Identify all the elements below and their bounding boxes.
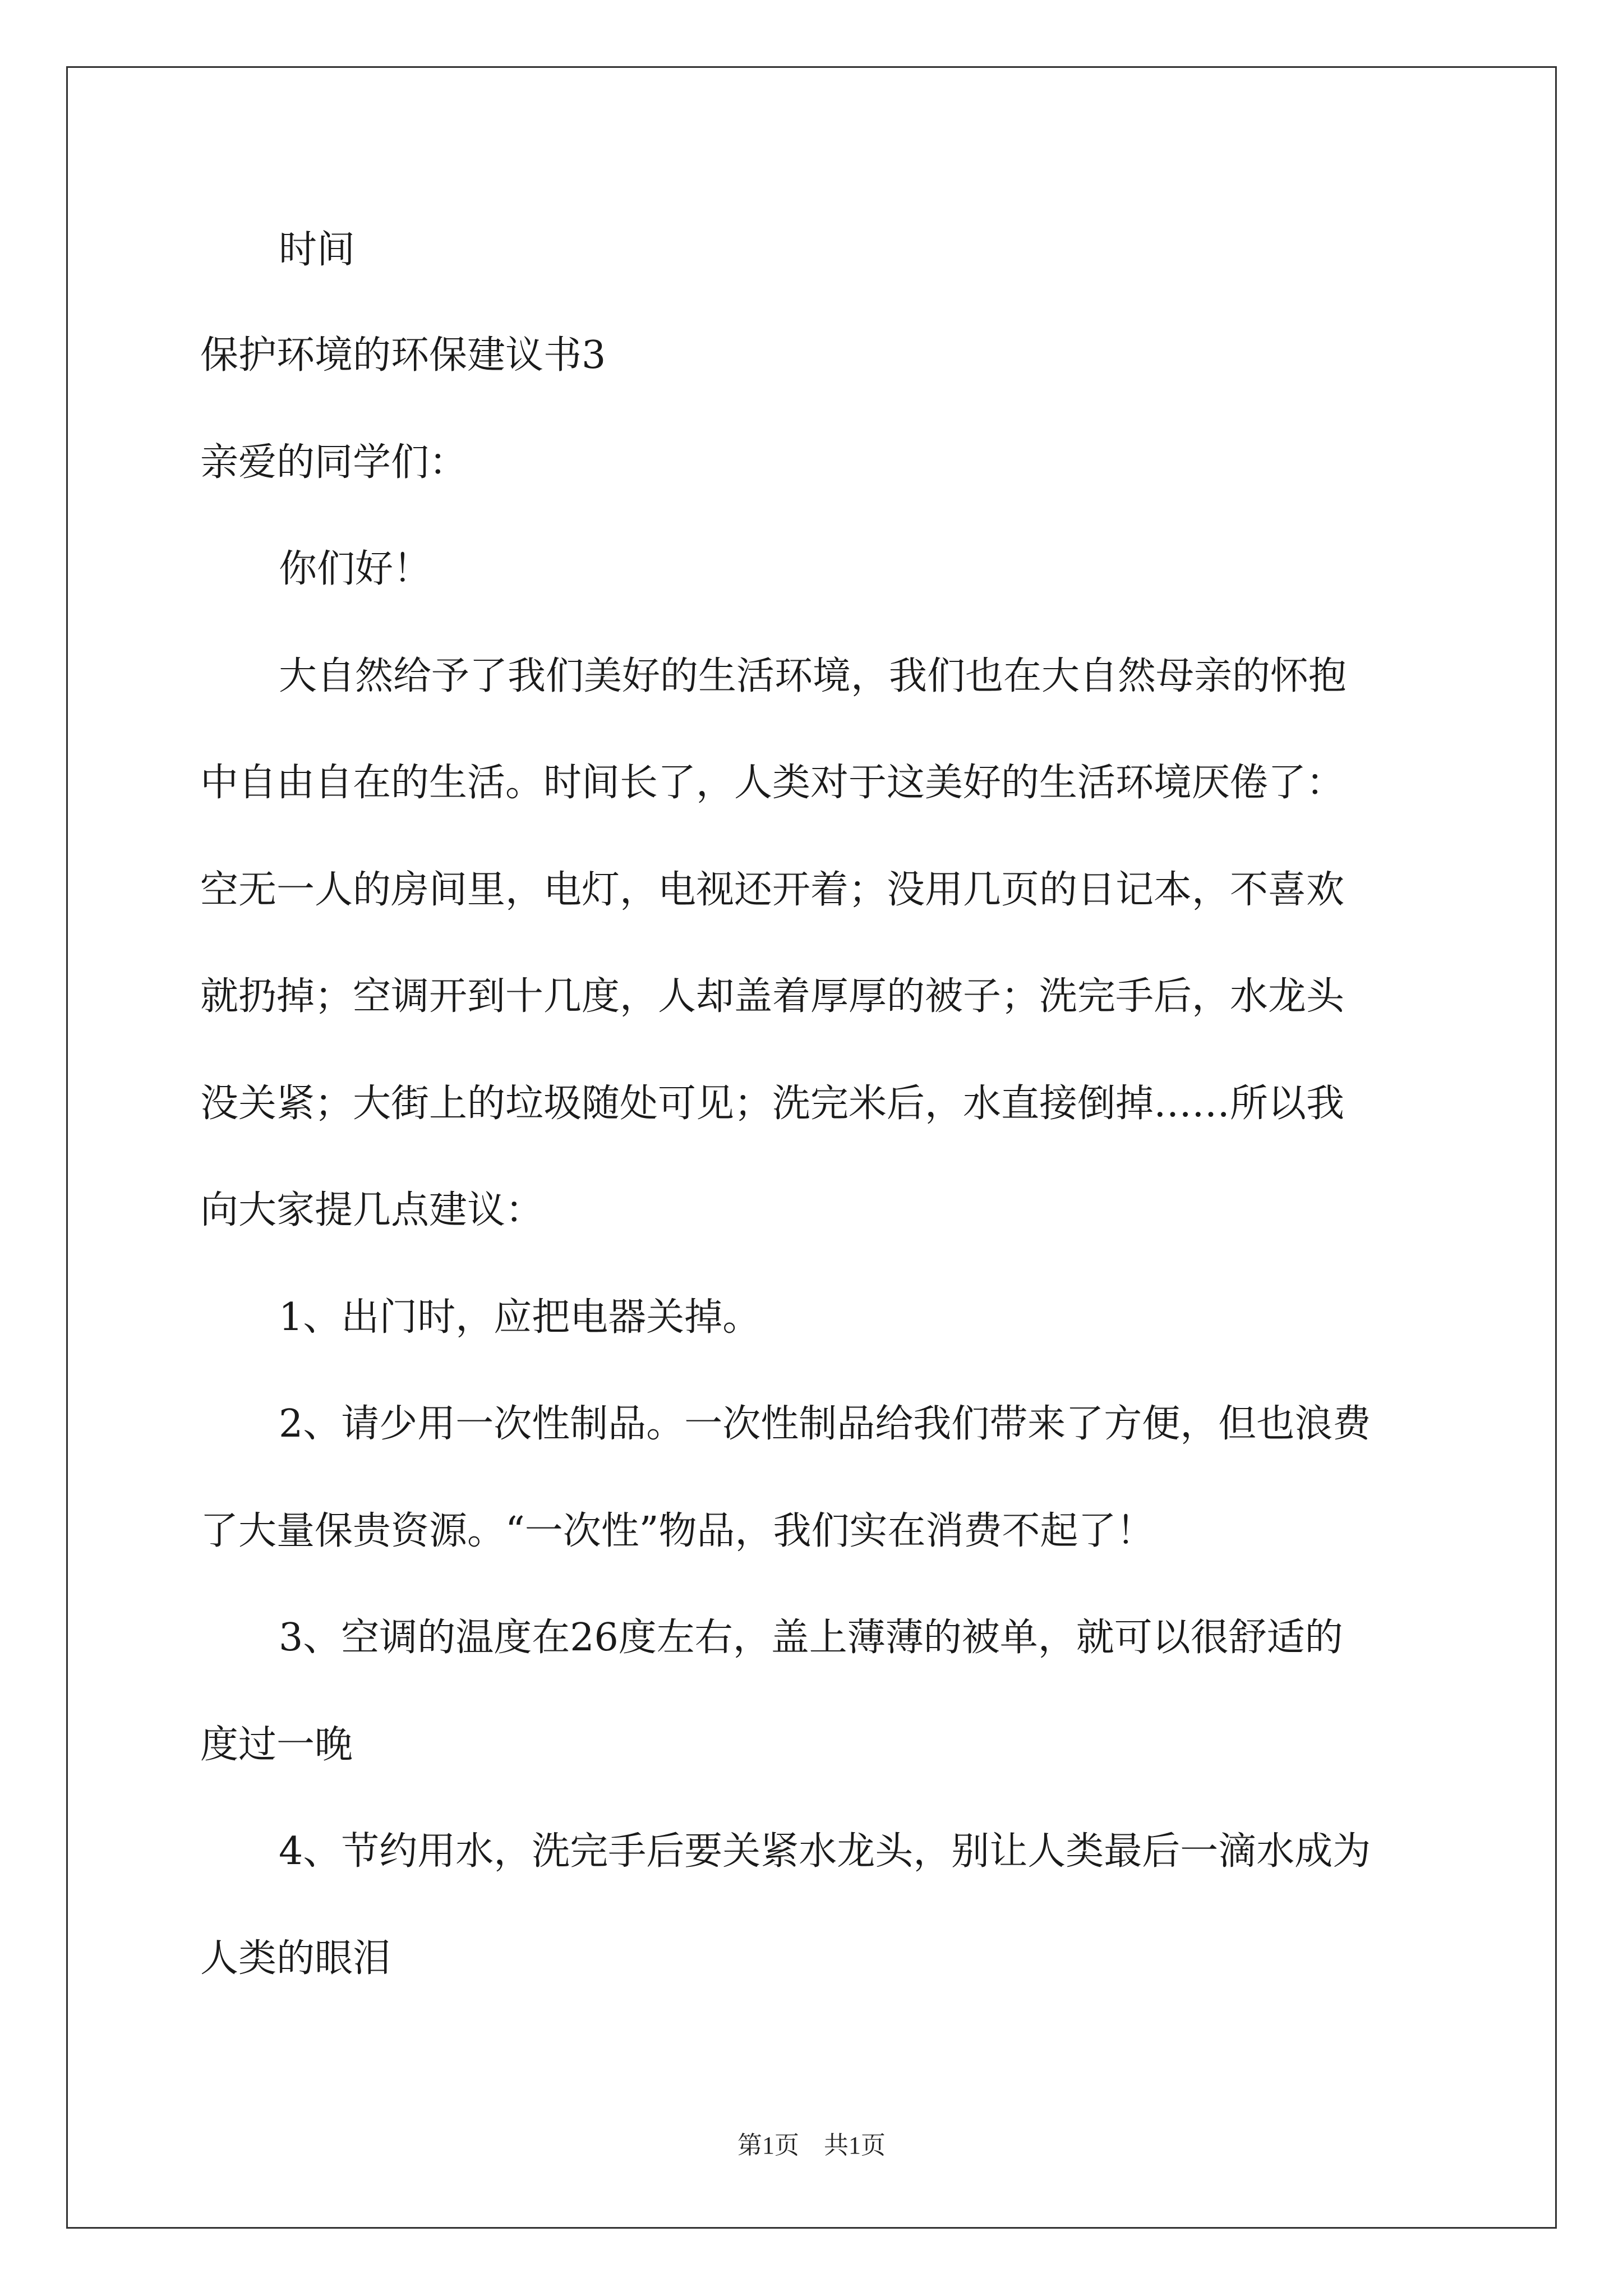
salutation: 亲爱的同学们： [200, 440, 468, 485]
paragraph-line: 就扔掉；空调开到十几度，人却盖着厚厚的被子；洗完手后，水龙头 [200, 974, 1345, 1019]
paragraph-line: 向大家提几点建议： [200, 1188, 544, 1232]
paragraph-line: 空无一人的房间里，电灯，电视还开着；没用几页的日记本，不喜欢 [200, 868, 1345, 912]
page-border [66, 66, 1557, 2229]
paragraph-line: 没关紧；大街上的垃圾随处可见；洗完米后，水直接倒掉……所以我 [200, 1082, 1345, 1126]
suggestion-item: 1、出门时，应把电器关掉。 [279, 1295, 761, 1340]
paragraph-line: 了大量保贵资源。“一次性”物品，我们实在消费不起了！ [200, 1509, 1155, 1553]
suggestion-item: 4、节约用水，洗完手后要关紧水龙头，别让人类最后一滴水成为 [279, 1829, 1371, 1874]
paragraph-line: 人类的眼泪 [200, 1936, 391, 1981]
document-title: 保护环境的环保建议书3 [200, 333, 606, 378]
paragraph-line: 度过一晚 [200, 1723, 353, 1767]
suggestion-item: 2、请少用一次性制品。一次性制品给我们带来了方便，但也浪费 [279, 1402, 1371, 1446]
page-footer: 第1页 共1页 [737, 2132, 886, 2159]
paragraph-line: 大自然给予了我们美好的生活环境，我们也在大自然母亲的怀抱 [279, 654, 1347, 698]
suggestion-item: 3、空调的温度在26度左右，盖上薄薄的被单，就可以很舒适的 [279, 1616, 1343, 1660]
time-line: 时间 [279, 228, 356, 272]
greeting: 你们好！ [279, 547, 432, 591]
paragraph-line: 中自由自在的生活。时间长了，人类对于这美好的生活环境厌倦了： [200, 761, 1345, 805]
